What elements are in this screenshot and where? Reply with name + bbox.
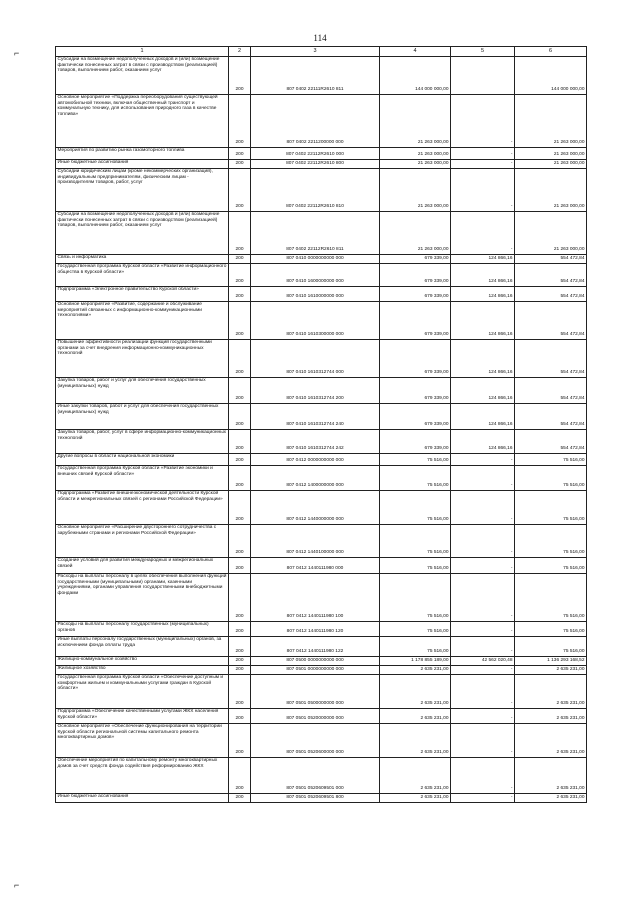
row-approved-amount: 75 516,00: [380, 525, 451, 558]
row-admin-code: 200: [229, 148, 251, 160]
row-unexecuted-amount: 2 635 231,00: [515, 724, 587, 758]
row-executed-amount: -: [451, 95, 515, 148]
table-row: [56, 558, 587, 574]
row-admin-code: 200: [229, 287, 251, 302]
row-approved-amount: 21 263 000,00: [380, 160, 451, 169]
row-name: Обеспечение мероприятий по капитальному ремонту многоквартирных домов за счет средств фонда содействия реформированию ЖКХ: [56, 758, 229, 794]
table-row: [56, 454, 587, 466]
row-approved-amount: 21 263 000,00: [380, 212, 451, 255]
row-kbk-code: 807 0412 1440111980 120: [251, 622, 380, 637]
row-approved-amount: 679 339,00: [380, 404, 451, 430]
row-executed-amount: 124 866,16: [451, 378, 515, 404]
row-name: Закупка товаров, работ и услуг для обеспечения государственных (муниципальных) нужд: [56, 378, 229, 404]
row-approved-amount: 21 263 000,00: [380, 169, 451, 212]
row-executed-amount: -: [451, 558, 515, 574]
row-unexecuted-amount: 21 263 000,00: [515, 169, 587, 212]
row-admin-code: 200: [229, 574, 251, 622]
row-approved-amount: 1 178 855 189,00: [380, 657, 451, 666]
table-row: [56, 95, 587, 148]
row-admin-code: 200: [229, 525, 251, 558]
row-name: Основное мероприятие «Развитие, содержание и обслуживание мероприятий связанных с информационно-коммуникационными технологиями»: [56, 302, 229, 340]
row-executed-amount: 124 866,16: [451, 287, 515, 302]
row-executed-amount: -: [451, 148, 515, 160]
row-admin-code: 200: [229, 675, 251, 709]
row-kbk-code: 807 0501 0520000000 000: [251, 709, 380, 724]
row-kbk-code: 807 0412 1400000000 000: [251, 466, 380, 491]
row-admin-code: 200: [229, 340, 251, 378]
row-kbk-code: 807 0501 0520609501 000: [251, 758, 380, 794]
row-executed-amount: -: [451, 160, 515, 169]
row-executed-amount: -: [451, 709, 515, 724]
row-unexecuted-amount: 75 516,00: [515, 622, 587, 637]
table-row: [56, 466, 587, 491]
row-name: Основное мероприятие «Обеспечение функционирования на территории Курской области региональной системы капитального ремонта многоквартирных домов»: [56, 724, 229, 758]
table-row: [56, 675, 587, 709]
row-approved-amount: 75 516,00: [380, 637, 451, 657]
row-admin-code: 200: [229, 622, 251, 637]
table-row: [56, 57, 587, 95]
row-kbk-code: 807 0410 1610312744 242: [251, 430, 380, 454]
row-kbk-code: 807 0412 1440100000 000: [251, 525, 380, 558]
row-executed-amount: -: [451, 666, 515, 675]
table-row: [56, 724, 587, 758]
row-admin-code: 200: [229, 264, 251, 287]
row-name: Связь и информатика: [56, 255, 229, 264]
row-admin-code: 200: [229, 57, 251, 95]
row-executed-amount: 42 562 020,48: [451, 657, 515, 666]
row-executed-amount: 124 866,16: [451, 404, 515, 430]
row-unexecuted-amount: 2 635 231,00: [515, 675, 587, 709]
row-approved-amount: 144 000 000,00: [380, 57, 451, 95]
table-row: [56, 657, 587, 666]
table-row: [56, 525, 587, 558]
row-unexecuted-amount: 21 263 000,00: [515, 160, 587, 169]
row-approved-amount: 75 516,00: [380, 466, 451, 491]
row-name: Основное мероприятие «Поддержка переоборудования существующей автомобильной техники, включая общественный транспорт и коммунальную технику, для использования природного газа в качестве топлива»: [56, 95, 229, 148]
row-executed-amount: -: [451, 637, 515, 657]
row-name: Государственная программа Курской области «Развитие экономики и внешних связей Курской области»: [56, 466, 229, 491]
row-executed-amount: -: [451, 758, 515, 794]
row-name: Подпрограмма «Электронное правительство Курской области»: [56, 287, 229, 302]
row-name: Повышение эффективности реализации функций государственными органами за счет внедрения информационно-коммуникационных технологий: [56, 340, 229, 378]
row-name: Основное мероприятие «Расширение двустороннего сотрудничества с зарубежными странами и регионами Российской Федерации»: [56, 525, 229, 558]
row-admin-code: 200: [229, 637, 251, 657]
row-kbk-code: 807 0410 1610312744 200: [251, 378, 380, 404]
row-approved-amount: 679 339,00: [380, 340, 451, 378]
row-kbk-code: 807 0402 22112R2610 811: [251, 212, 380, 255]
row-unexecuted-amount: 21 263 000,00: [515, 212, 587, 255]
page-number: 114: [313, 33, 327, 43]
row-executed-amount: -: [451, 724, 515, 758]
row-unexecuted-amount: 75 516,00: [515, 491, 587, 525]
row-admin-code: 200: [229, 169, 251, 212]
table-row: [56, 430, 587, 454]
row-unexecuted-amount: 2 635 231,00: [515, 758, 587, 794]
row-unexecuted-amount: 554 472,84: [515, 255, 587, 264]
table-row: [56, 709, 587, 724]
row-executed-amount: 124 866,16: [451, 302, 515, 340]
row-executed-amount: 124 866,16: [451, 430, 515, 454]
row-admin-code: 200: [229, 430, 251, 454]
row-approved-amount: 75 516,00: [380, 622, 451, 637]
row-executed-amount: -: [451, 622, 515, 637]
table-row: [56, 212, 587, 255]
row-executed-amount: -: [451, 794, 515, 803]
row-approved-amount: 2 635 231,00: [380, 758, 451, 794]
row-kbk-code: 807 0410 1610000000 000: [251, 287, 380, 302]
table-row: [56, 666, 587, 675]
row-admin-code: 200: [229, 657, 251, 666]
row-approved-amount: 679 339,00: [380, 264, 451, 287]
row-admin-code: 200: [229, 212, 251, 255]
row-name: Подпрограмма «Развитие внешнеэкономической деятельности Курской области и межрегиональных связей с регионами Российской Федерации»: [56, 491, 229, 525]
row-admin-code: 200: [229, 709, 251, 724]
row-approved-amount: 2 635 231,00: [380, 709, 451, 724]
column-header: 1: [56, 47, 229, 57]
row-executed-amount: [451, 57, 515, 95]
column-header: 4: [380, 47, 451, 57]
table-row: [56, 574, 587, 622]
row-name: Иные бюджетные ассигнования: [56, 160, 229, 169]
column-header: 6: [515, 47, 587, 57]
row-unexecuted-amount: 21 263 000,00: [515, 95, 587, 148]
row-name: Расходы на выплаты персоналу в целях обеспечения выполнения функций государственными (муниципальными) органами, казенными учреждениями, органами управления государственными внебюджетными фондами: [56, 574, 229, 622]
row-admin-code: 200: [229, 454, 251, 466]
row-name: Мероприятия по развитию рынка газомоторного топлива: [56, 148, 229, 160]
row-approved-amount: 21 263 000,00: [380, 148, 451, 160]
row-executed-amount: -: [451, 212, 515, 255]
table-row: [56, 758, 587, 794]
table-row: [56, 169, 587, 212]
row-name: Подпрограмма «Обеспечение качественными услугами ЖКХ населения Курской области»: [56, 709, 229, 724]
row-executed-amount: -: [451, 574, 515, 622]
row-name: Субсидии юридическим лицам (кроме некоммерческих организаций), индивидуальным предпринимателям, физическим лицам - производителям товаров, работ, услуг: [56, 169, 229, 212]
row-kbk-code: 807 0402 2211200000 000: [251, 95, 380, 148]
row-kbk-code: 807 0412 1440111980 000: [251, 558, 380, 574]
row-admin-code: 200: [229, 794, 251, 803]
row-executed-amount: -: [451, 466, 515, 491]
row-approved-amount: 679 339,00: [380, 430, 451, 454]
row-name: Иные выплаты персоналу государственных (муниципальных) органов, за исключением фонда оплаты труда: [56, 637, 229, 657]
row-kbk-code: 807 0501 0520600000 000: [251, 724, 380, 758]
row-admin-code: 200: [229, 491, 251, 525]
row-admin-code: 200: [229, 160, 251, 169]
row-kbk-code: 807 0501 0000000000 000: [251, 666, 380, 675]
row-unexecuted-amount: 2 635 231,00: [515, 666, 587, 675]
budget-table: [55, 46, 587, 803]
row-executed-amount: -: [451, 454, 515, 466]
row-approved-amount: 75 516,00: [380, 454, 451, 466]
column-header: 5: [451, 47, 515, 57]
row-executed-amount: 124 866,16: [451, 264, 515, 287]
row-kbk-code: 807 0410 0000000000 000: [251, 255, 380, 264]
table-row: [56, 255, 587, 264]
table-row: [56, 491, 587, 525]
row-admin-code: 200: [229, 466, 251, 491]
row-unexecuted-amount: 2 635 231,00: [515, 794, 587, 803]
row-approved-amount: 679 339,00: [380, 302, 451, 340]
row-name: Субсидии на возмещение недополученных доходов и (или) возмещение фактически понесенных затрат в связи с производством (реализацией) товаров, выполнением работ, оказанием услуг: [56, 212, 229, 255]
row-kbk-code: 807 0500 0000000000 000: [251, 657, 380, 666]
table-row: [56, 378, 587, 404]
table-row: [56, 148, 587, 160]
row-kbk-code: 807 0402 22112R2610 810: [251, 169, 380, 212]
row-kbk-code: 807 0410 1600000000 000: [251, 264, 380, 287]
row-executed-amount: -: [451, 525, 515, 558]
row-unexecuted-amount: 144 000 000,00: [515, 57, 587, 95]
row-unexecuted-amount: 554 472,84: [515, 287, 587, 302]
row-kbk-code: 807 0402 22112R2610 800: [251, 160, 380, 169]
row-admin-code: 200: [229, 95, 251, 148]
row-approved-amount: 679 339,00: [380, 287, 451, 302]
row-name: Закупка товаров, работ, услуг в сфере информационно-коммуникационных технологий: [56, 430, 229, 454]
row-executed-amount: 124 866,16: [451, 255, 515, 264]
row-unexecuted-amount: 21 263 000,00: [515, 148, 587, 160]
row-unexecuted-amount: 554 472,84: [515, 378, 587, 404]
row-name: Государственная программа Курской области «Развитие информационного общества в Курской области»: [56, 264, 229, 287]
row-kbk-code: 807 0402 22111R2610 811: [251, 57, 380, 95]
binding-mark-bottom: ⌐: [14, 880, 20, 890]
row-unexecuted-amount: 554 472,84: [515, 430, 587, 454]
row-unexecuted-amount: 1 136 293 168,52: [515, 657, 587, 666]
row-approved-amount: 679 339,00: [380, 378, 451, 404]
binding-mark-top: ⌐: [14, 48, 20, 58]
row-kbk-code: 807 0402 22112R2610 000: [251, 148, 380, 160]
row-executed-amount: -: [451, 675, 515, 709]
row-name: Государственная программа Курской области «Обеспечение доступным и комфортным жильем и коммунальными услугами граждан в Курской области»: [56, 675, 229, 709]
row-kbk-code: 807 0412 1440000000 000: [251, 491, 380, 525]
table-row: [56, 404, 587, 430]
row-admin-code: 200: [229, 404, 251, 430]
row-approved-amount: 2 635 231,00: [380, 794, 451, 803]
table-row: [56, 794, 587, 803]
table-row: [56, 287, 587, 302]
row-unexecuted-amount: 75 516,00: [515, 574, 587, 622]
row-kbk-code: 807 0410 1610312744 000: [251, 340, 380, 378]
row-admin-code: 200: [229, 666, 251, 675]
row-approved-amount: 75 516,00: [380, 574, 451, 622]
row-unexecuted-amount: 75 516,00: [515, 637, 587, 657]
row-name: Жилищно-коммунальное хозяйство: [56, 657, 229, 666]
row-name: Иные бюджетные ассигнования: [56, 794, 229, 803]
row-unexecuted-amount: 554 472,84: [515, 340, 587, 378]
row-unexecuted-amount: 75 516,00: [515, 525, 587, 558]
row-name: Расходы на выплаты персоналу государственных (муниципальных) органов: [56, 622, 229, 637]
row-approved-amount: 2 635 231,00: [380, 675, 451, 709]
row-kbk-code: 807 0410 1610300000 000: [251, 302, 380, 340]
row-kbk-code: 807 0412 0000000000 000: [251, 454, 380, 466]
row-unexecuted-amount: 75 516,00: [515, 558, 587, 574]
row-admin-code: 200: [229, 302, 251, 340]
row-approved-amount: 75 516,00: [380, 491, 451, 525]
row-kbk-code: 807 0501 0520609501 800: [251, 794, 380, 803]
row-kbk-code: 807 0410 1610312744 240: [251, 404, 380, 430]
row-unexecuted-amount: 75 516,00: [515, 454, 587, 466]
row-admin-code: 200: [229, 724, 251, 758]
row-admin-code: 200: [229, 378, 251, 404]
row-unexecuted-amount: 554 472,84: [515, 302, 587, 340]
table-row: [56, 264, 587, 287]
row-kbk-code: 807 0501 0500000000 000: [251, 675, 380, 709]
row-kbk-code: 807 0412 1440111980 100: [251, 574, 380, 622]
row-name: Создание условий для развития международных и межрегиональных связей: [56, 558, 229, 574]
row-admin-code: 200: [229, 558, 251, 574]
row-name: Жилищное хозяйство: [56, 666, 229, 675]
row-approved-amount: 2 635 231,00: [380, 666, 451, 675]
table-header-row: [56, 47, 587, 57]
table-row: [56, 302, 587, 340]
column-header: 2: [229, 47, 251, 57]
row-executed-amount: -: [451, 169, 515, 212]
row-unexecuted-amount: 554 472,84: [515, 404, 587, 430]
row-unexecuted-amount: 554 472,84: [515, 264, 587, 287]
row-executed-amount: -: [451, 491, 515, 525]
row-approved-amount: 2 635 231,00: [380, 724, 451, 758]
table-row: [56, 622, 587, 637]
row-name: Субсидии на возмещение недополученных доходов и (или) возмещение фактически понесенных затрат в связи с производством (реализацией) товаров, выполнением работ, оказанием услуг: [56, 57, 229, 95]
table-row: [56, 637, 587, 657]
row-name: Другие вопросы в области национальной экономики: [56, 454, 229, 466]
row-unexecuted-amount: 75 516,00: [515, 466, 587, 491]
row-name: Иные закупки товаров, работ и услуг для обеспечения государственных (муниципальных) нужд: [56, 404, 229, 430]
row-admin-code: 200: [229, 758, 251, 794]
row-approved-amount: 21 263 000,00: [380, 95, 451, 148]
row-approved-amount: 679 339,00: [380, 255, 451, 264]
column-header: 3: [251, 47, 380, 57]
row-approved-amount: 75 516,00: [380, 558, 451, 574]
row-executed-amount: 124 866,16: [451, 340, 515, 378]
row-kbk-code: 807 0412 1440111980 122: [251, 637, 380, 657]
table-row: [56, 160, 587, 169]
table-row: [56, 340, 587, 378]
row-unexecuted-amount: 2 635 231,00: [515, 709, 587, 724]
row-admin-code: 200: [229, 255, 251, 264]
